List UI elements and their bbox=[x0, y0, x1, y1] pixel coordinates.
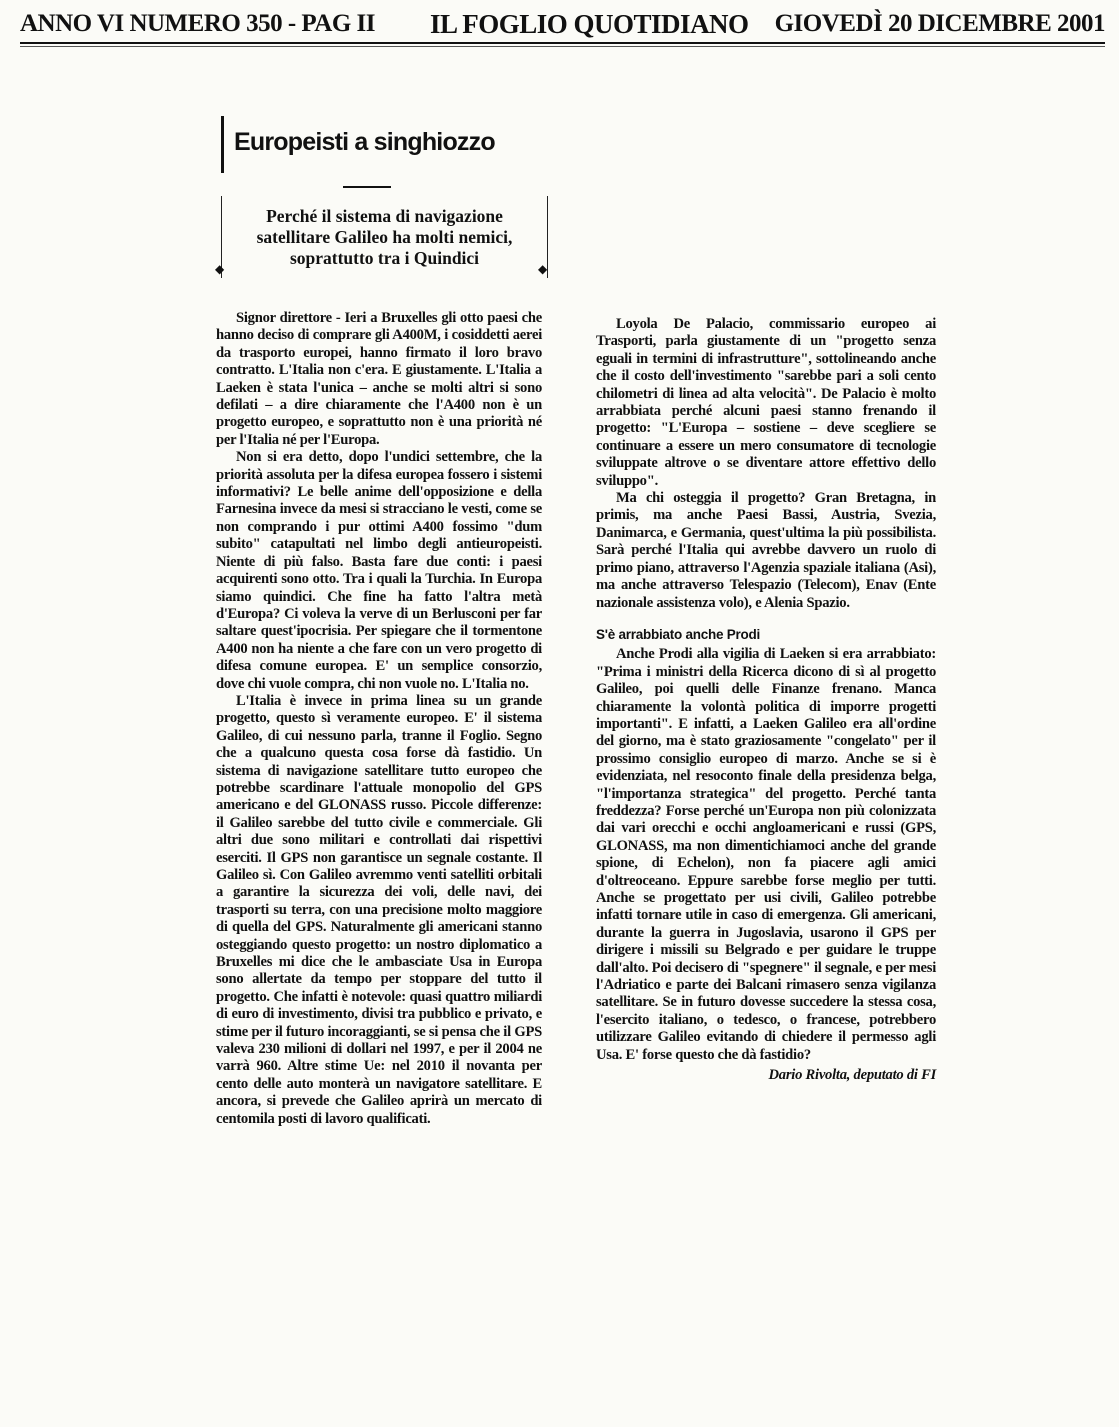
masthead-rule-thin bbox=[20, 46, 1105, 47]
author-signature: Dario Rivolta, deputato di FI bbox=[768, 1067, 936, 1084]
deck-box bbox=[221, 196, 548, 278]
headline-divider bbox=[343, 186, 391, 188]
paragraph: L'Italia è invece in prima linea su un grande progetto, questo sì veramente europeo. E' il sistema Galileo, di cui nessuno parla, tranne il Foglio. Segno che a qualcuno questa cosa forse dà fastidio. Un sistema di navigazione satellitare tutto europeo che potrebbe scardinare l'attuale monopolio del GPS americano e del GLONASS russo. Piccole differenze: il Galileo sarebbe del tutto civile e commerciale. Gli altri due sono militari e controllati dai rispettivi eserciti. Il GPS non garantisce un segnale costante. Il Galileo sì. Con Galileo avremmo venti satelliti orbitali a garantire la sicurezza dei voli, delle navi, dei trasporti su terra, con una precisione molto maggiore di quella del GPS. Naturalmente gli americani stanno osteggiando questo progetto: un nostro diplomatico a Bruxelles mi dice che le ambasciate Usa in Europa sono allertate da tempo per stoppare del tutto il progetto. Che infatti è notevole: quasi quattro miliardi di euro di investimento, divisi tra pubblico e privato, e stime per il futuro incoraggianti, se si pensa che il GPS valeva 230 milioni di dollari nel 1997, e per il 2004 ne varrà 960. Altre stime Ue: nel 2010 il novanta per cento delle auto monterà un navigatore satellitare. E ancora, si prevede che Galileo aprirà un mercato di centomila posti di lavoro qualificati. bbox=[216, 692, 542, 1127]
diamond-ornament-left: ◆ bbox=[215, 262, 225, 276]
paragraph: Anche Prodi alla vigilia di Laeken si era arrabbiato: "Prima i ministri della Ricerca dicono di sì al progetto Galileo, poi quelli delle Finanze frenano. Manca chiaramente la volontà politica di imporre progetti importanti". E infatti, a Laeken Galileo era all'ordine del giorno, ma è stato graziosamente "congelato" per il prossimo consiglio europeo di marzo. Anche se si è evidenziata, nel resoconto finale della presidenza belga, "l'importanza strategica" del progetto. Perché tanta freddezza? Forse perché un'Europa non più colonizzata dai vari orecchi e occhi angloamericani e russi (GPS, GLONASS, ma non dimentichiamoci anche del grande spione, di Echelon), non fa piacere agli amici d'oltreoceano. Eppure sarebbe forse meglio per tutti. Anche se progettato per usi civili, Galileo potrebbe infatti tornare utile in caso di emergenza. Gli americani, durante la guerra in Jugoslavia, usarono il GPS per dirigere i missili su Belgrado e per guidare le truppe dall'alto. Poi decisero di "spegnere" il segnale, e per mesi l'Adriatico e parte dei Balcani rimasero senza vigilanza satellitare. Se in futuro dovesse succedere la stessa cosa, l'esercito italiano, o tedesco, o francese, potrebbero utilizzare Galileo evitando di chiedere il permesso agli Usa. E' forse questo che dà fastidio? bbox=[596, 646, 936, 1063]
article-deck: Perché il sistema di navigazione satellitare Galileo ha molti nemici, soprattutto tra i Quindici bbox=[256, 206, 513, 268]
article-column-left bbox=[216, 310, 542, 1128]
paragraph: Loyola De Palacio, commissario europeo ai Trasporti, parla giustamente di un "progetto senza eguali in termini di infrastrutture", sottolineando anche che il costo dell'investimento "sarebbe pari a soli cento chilometri di linea ad alta velocità". De Palacio è molto arrabbiata perché alcuni paesi stanno frenando il progetto: "L'Europa – sostiene – deve scegliere se continuare a essere un mero consumatore di tecnologie sviluppate altrove o se diventare attore effettivo dello sviluppo". bbox=[596, 316, 936, 489]
headline-box bbox=[221, 116, 549, 173]
article-column-right bbox=[596, 316, 936, 1084]
paragraph: Non si era detto, dopo l'undici settembre, che la priorità assoluta per la difesa europea fossero i sistemi informativi? Le belle anime dell'opposizione e della Farnesina invece da mesi si stracciano le vesti, come se non comprando i pur ottimi A400 fossimo "dum subito" catapultati nel limbo degli antieuropeisti. Niente di più falso. Basta fare due conti: i paesi acquirenti sono otto. Tra i quali la Turchia. In Europa siamo quindici. Che fine ha fatto l'altra metà d'Europa? Ci voleva la verve di un Berlusconi per far saltare quest'ipocrisia. Per spiegare che il tormentone A400 non ha niente a che fare con un vero progetto di difesa comune europea. E' un semplice consorzio, dove chi vuole compra, chi non vuole no. L'Italia no. bbox=[216, 449, 542, 692]
issue-number: ANNO VI NUMERO 350 - PAG II bbox=[20, 10, 376, 37]
paragraph: Signor direttore - Ieri a Bruxelles gli otto paesi che hanno deciso di comprare gli A400M, i cosiddetti aerei da trasporto europei, hanno firmato il loro bravo contratto. L'Italia non c'era. E giustamente. L'Italia a Laeken è stata l'unica – anche se molti altri si sono defilati – a dire chiaramente che l'A400 non è un progetto europeo, e soprattutto non è una priorità né per l'Italia né per l'Europa. bbox=[216, 310, 542, 448]
article-subhead: S'è arrabbiato anche Prodi bbox=[596, 626, 761, 642]
masthead bbox=[20, 8, 1105, 40]
newspaper-name: IL FOGLIO QUOTIDIANO bbox=[430, 9, 749, 39]
paragraph: Ma chi osteggia il progetto? Gran Bretagna, in primis, ma anche Paesi Bassi, Austria, Svezia, Danimarca, e Germania, quest'ultima la più possibilista. Sarà perché l'Italia qui avrebbe davvero un ruolo di primo piano, attraverso l'Agenzia spaziale italiana (Asi), ma anche attraverso Telespazio (Telecom), Enav (Ente nazionale assistenza volo), e Alenia Spazio. bbox=[596, 490, 936, 611]
diamond-ornament-right: ◆ bbox=[538, 262, 548, 276]
issue-date: GIOVEDÌ 20 DICEMBRE 2001 bbox=[774, 10, 1105, 37]
masthead-rule bbox=[20, 42, 1105, 44]
article-headline: Europeisti a singhiozzo bbox=[234, 128, 495, 156]
